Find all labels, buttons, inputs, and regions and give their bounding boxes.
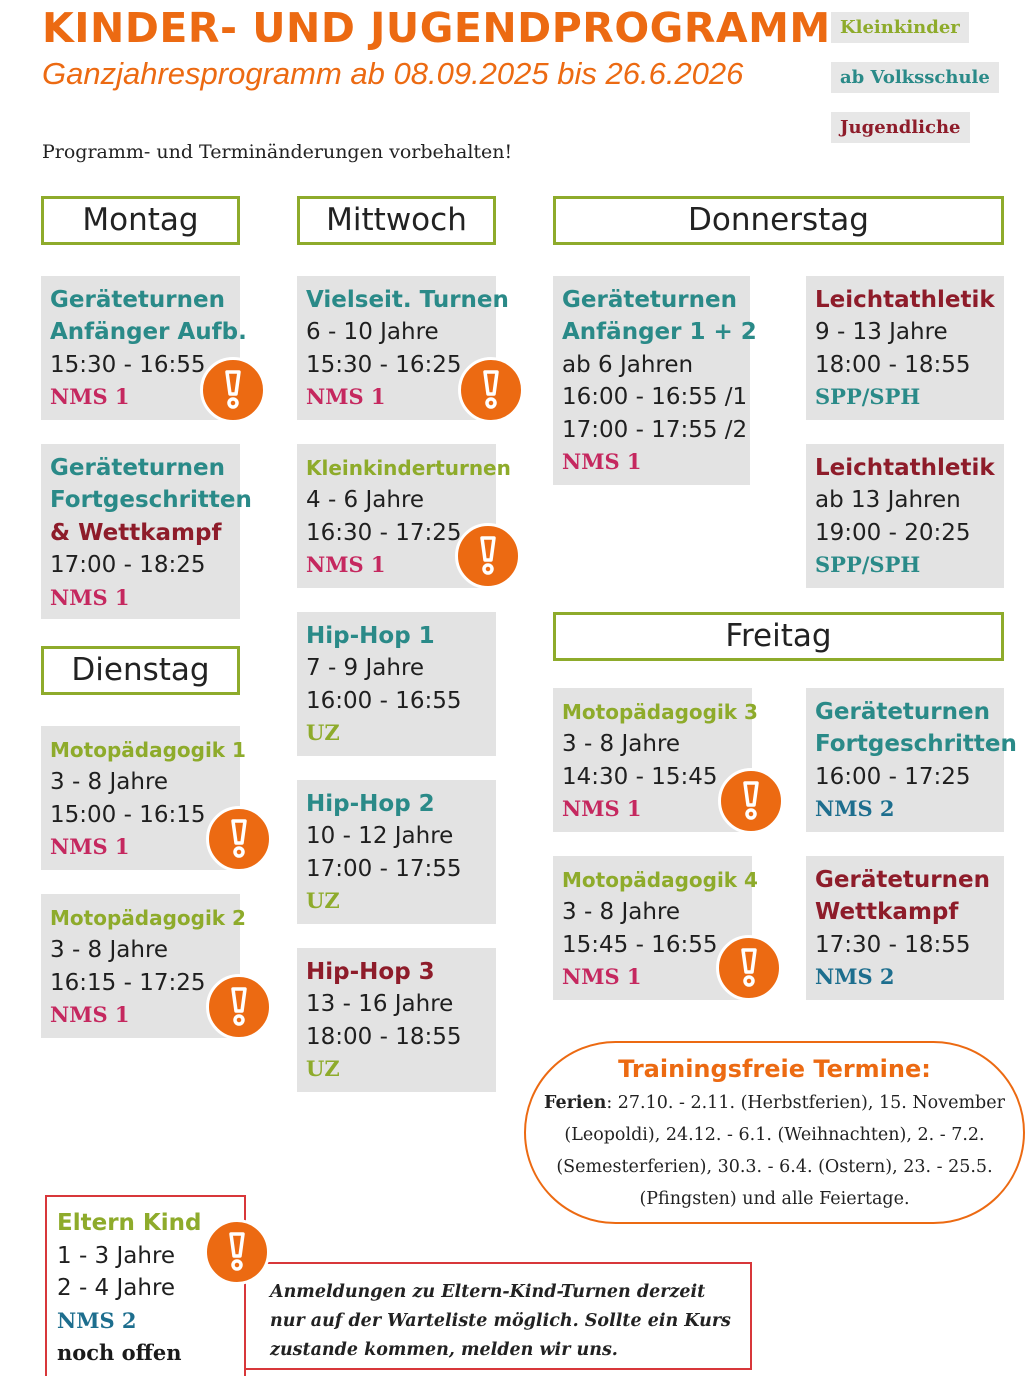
course-title: Motopädagogik 3 bbox=[562, 700, 758, 724]
course-card-fr3 bbox=[806, 688, 1017, 832]
course-age: 3 - 8 Jahre bbox=[50, 769, 169, 796]
course-age: ab 13 Jahren bbox=[815, 487, 961, 514]
course-title: Geräteturnen bbox=[562, 287, 737, 313]
legend-volksschule: ab Volksschule bbox=[831, 62, 999, 93]
course-title: Geräteturnen bbox=[815, 699, 990, 725]
course-title: Hip-Hop 1 bbox=[306, 623, 435, 649]
day-header-freitag: Freitag bbox=[553, 612, 1004, 661]
course-title: Geräteturnen bbox=[50, 287, 225, 313]
course-time: 15:00 - 16:15 bbox=[50, 801, 206, 828]
course-age: 6 - 10 Jahre bbox=[306, 319, 439, 346]
course-card-mi3 bbox=[297, 612, 496, 756]
course-time: 16:00 - 16:55 /1 bbox=[562, 384, 748, 411]
course-location: NMS 2 bbox=[815, 964, 895, 990]
alert-icon bbox=[200, 357, 266, 423]
course-time: 18:00 - 18:55 bbox=[306, 1023, 462, 1050]
alert-icon bbox=[718, 768, 784, 834]
course-location: NMS 1 bbox=[562, 796, 642, 822]
course-age: 9 - 13 Jahre bbox=[815, 319, 948, 346]
course-location: NMS 1 bbox=[562, 964, 642, 990]
day-header-montag: Montag bbox=[41, 196, 240, 245]
course-title: Leichtathletik bbox=[815, 287, 995, 313]
course-time: 14:30 - 15:45 bbox=[562, 763, 718, 790]
course-time: 17:30 - 18:55 bbox=[815, 931, 971, 958]
alert-icon bbox=[204, 1219, 270, 1285]
course-age: 3 - 8 Jahre bbox=[50, 937, 169, 964]
disclaimer: Programm- und Terminänderungen vorbehalten! bbox=[42, 141, 513, 163]
course-time-2: 17:00 - 17:55 /2 bbox=[562, 416, 748, 443]
course-title: Vielseit. Turnen bbox=[306, 287, 509, 313]
course-location: NMS 1 bbox=[50, 384, 130, 410]
alert-icon bbox=[206, 974, 272, 1040]
course-location: NMS 2 bbox=[57, 1307, 137, 1333]
course-card-mi4 bbox=[297, 780, 496, 924]
course-time: 15:30 - 16:25 bbox=[306, 351, 462, 378]
course-title-3: & Wettkampf bbox=[50, 519, 222, 546]
course-title: Hip-Hop 3 bbox=[306, 959, 435, 985]
alert-icon bbox=[206, 806, 272, 872]
course-time: 15:45 - 16:55 bbox=[562, 931, 718, 958]
holidays-label: Ferien bbox=[544, 1093, 607, 1113]
course-title-2: Anfänger 1 + 2 bbox=[562, 319, 757, 346]
page-title: KINDER- UND JUGENDPROGRAMM bbox=[42, 4, 831, 52]
alert-icon bbox=[716, 935, 782, 1001]
eltern-kind-note: Anmeldungen zu Eltern-Kind-Turnen derzeit nur auf der Warteliste möglich. Sollte ein Kurs zustande kommen, melden wir uns. bbox=[244, 1262, 752, 1370]
course-age-2: 2 - 4 Jahre bbox=[57, 1275, 176, 1301]
course-time: 19:00 - 20:25 bbox=[815, 519, 971, 546]
course-title: Geräteturnen bbox=[815, 867, 990, 893]
course-title-2: Fortgeschritten bbox=[815, 731, 1017, 758]
course-title: Hip-Hop 2 bbox=[306, 791, 435, 817]
course-location: NMS 1 bbox=[50, 834, 130, 860]
course-title: Geräteturnen bbox=[50, 455, 225, 481]
course-age: 1 - 3 Jahre bbox=[57, 1242, 176, 1269]
course-age: 4 - 6 Jahre bbox=[306, 487, 425, 514]
course-location: NMS 1 bbox=[562, 449, 642, 475]
course-title: Motopädagogik 4 bbox=[562, 868, 758, 892]
course-time: 15:30 - 16:55 bbox=[50, 351, 206, 378]
course-location: UZ bbox=[306, 1056, 340, 1082]
course-title: Leichtathletik bbox=[815, 455, 995, 481]
course-card-do2 bbox=[806, 276, 1004, 420]
course-age: 3 - 8 Jahre bbox=[562, 731, 681, 758]
course-card-mi5 bbox=[297, 948, 496, 1092]
course-card-do1 bbox=[553, 276, 757, 485]
day-header-donnerstag: Donnerstag bbox=[553, 196, 1004, 245]
course-age: 10 - 12 Jahre bbox=[306, 823, 454, 850]
legend-kleinkinder: Kleinkinder bbox=[831, 12, 969, 43]
course-time: 17:00 - 17:55 bbox=[306, 855, 462, 882]
course-location: NMS 1 bbox=[50, 1002, 130, 1028]
course-title-2: Fortgeschritten bbox=[50, 487, 252, 514]
course-card-do3 bbox=[806, 444, 1004, 588]
alert-icon bbox=[458, 357, 524, 423]
course-card-fr4 bbox=[806, 856, 1004, 1000]
course-location: SPP/SPH bbox=[815, 552, 921, 578]
day-header-dienstag: Dienstag bbox=[41, 646, 240, 695]
course-time: 18:00 - 18:55 bbox=[815, 351, 971, 378]
course-location: NMS 2 bbox=[815, 796, 895, 822]
course-location: NMS 1 bbox=[306, 384, 386, 410]
course-age: 3 - 8 Jahre bbox=[562, 899, 681, 926]
course-time: 16:15 - 17:25 bbox=[50, 969, 206, 996]
course-location: UZ bbox=[306, 888, 340, 914]
course-title: Eltern Kind bbox=[57, 1210, 202, 1236]
course-time: 16:00 - 17:25 bbox=[815, 763, 971, 790]
holidays-dates: : 27.10. - 2.11. (Herbstferien), 15. November (Leopoldi), 24.12. - 6.1. (Weihnachten), 2. - 7.2. (Semesterferien), 30.3. - 6.4. (Ostern), 23. - 25.5. (Pfingsten) und alle Feiertage. bbox=[556, 1093, 1005, 1209]
course-title: Motopädagogik 1 bbox=[50, 738, 246, 762]
course-title: Motopädagogik 2 bbox=[50, 906, 246, 930]
course-title-2: Wettkampf bbox=[815, 899, 959, 926]
course-age: 7 - 9 Jahre bbox=[306, 655, 425, 682]
course-age: 13 - 16 Jahre bbox=[306, 991, 454, 1018]
course-age: ab 6 Jahren bbox=[562, 351, 694, 378]
legend-jugendliche: Jugendliche bbox=[831, 112, 970, 143]
course-time: 16:00 - 16:55 bbox=[306, 687, 462, 714]
course-title-2: Anfänger Aufb. bbox=[50, 319, 247, 346]
course-time: 17:00 - 18:25 bbox=[50, 552, 206, 579]
eltern-kind-box bbox=[45, 1195, 246, 1376]
day-header-mittwoch: Mittwoch bbox=[297, 196, 496, 245]
holidays-box bbox=[524, 1041, 1025, 1224]
holidays-text bbox=[526, 1087, 1023, 1215]
alert-icon bbox=[455, 523, 521, 589]
course-title: Kleinkinderturnen bbox=[306, 456, 511, 480]
holidays-heading: Trainingsfreie Termine: bbox=[618, 1055, 931, 1083]
course-location: NMS 1 bbox=[306, 552, 386, 578]
course-location: UZ bbox=[306, 720, 340, 746]
course-status: noch offen bbox=[57, 1340, 182, 1365]
course-card-mo2 bbox=[41, 444, 252, 619]
course-time: 16:30 - 17:25 bbox=[306, 519, 462, 546]
course-location: NMS 1 bbox=[50, 584, 130, 610]
page-subtitle: Ganzjahresprogramm ab 08.09.2025 bis 26.6.2026 bbox=[42, 56, 744, 91]
course-location: SPP/SPH bbox=[815, 384, 921, 410]
